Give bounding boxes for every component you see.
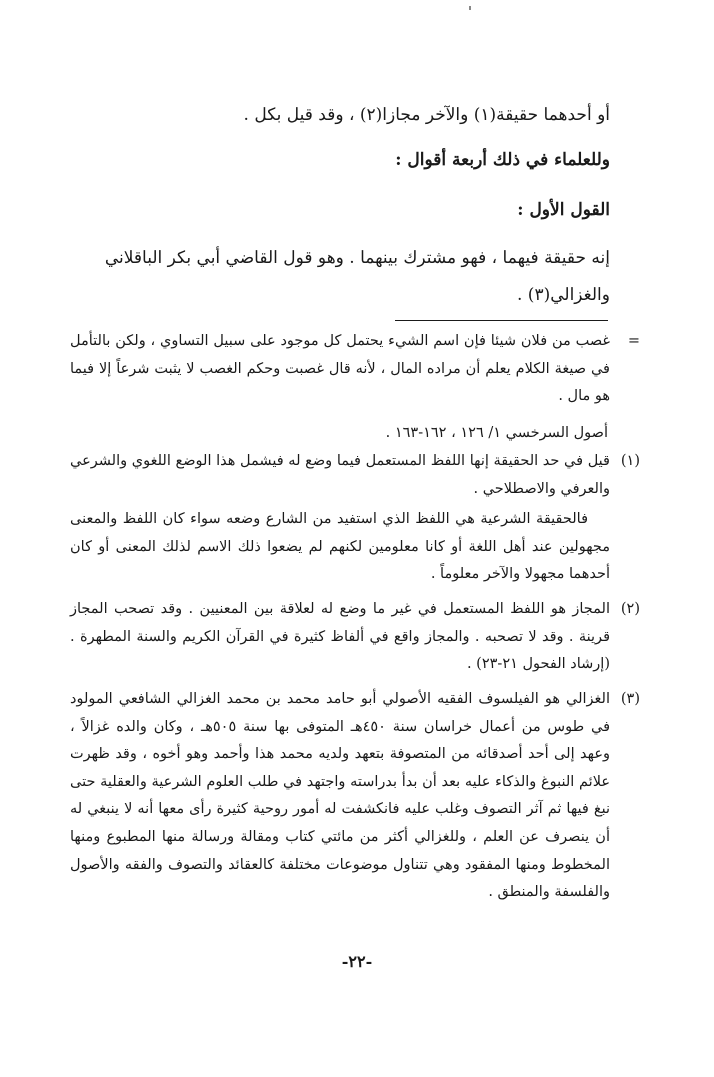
continuation-reference: أصول السرخسي ١/ ١٢٦ ، ١٦٢-١٦٣ .: [385, 425, 608, 441]
footnote-continuation: [70, 328, 640, 411]
footnote-2: [70, 596, 640, 679]
main-line-1: أو أحدهما حقيقة(١) والآخر مجازا(٢) ، وقد قيل بكل .: [243, 105, 610, 125]
footnote-3-number: (٣): [620, 691, 640, 707]
footnote-1-text: قيل في حد الحقيقة إنها اللفظ المستعمل فيما وضع له فيشمل هذا الوضع اللغوي والشرعي والعرفي والاصطلاحي .: [70, 453, 610, 497]
main-paragraph-line-2: والغزالي(٣) .: [517, 285, 610, 305]
footnote-1-number: (١): [620, 453, 640, 469]
main-paragraph: [90, 240, 610, 314]
scan-speck: [469, 6, 471, 10]
footnote-separator: [395, 320, 608, 321]
footnote-3: [70, 686, 640, 907]
continuation-marker: =: [627, 333, 640, 349]
continuation-text: غصب من فلان شيئا فإن اسم الشيء يحتمل كل موجود على سبيل التساوي ، ولكن بالتأمل في صيغة الكلام يعلم أن مراده المال ، لأنه قال غصبت وحكم الغصب لا يثبت شرعاً إلا فيما هو مال .: [70, 333, 610, 405]
heading-four-opinions: وللعلماء في ذلك أربعة أقوال :: [395, 150, 610, 170]
footnote-1-paragraph-2: فالحقيقة الشرعية هي اللفظ الذي استفيد من الشارع وضعه سواء كان اللفظ والمعنى مجهولين عند أهل اللغة أو كانا معلومين لكنهم لم يضعوا ذلك الاسم لذلك المعنى أو كان أحدهما مجهولا والآخر معلوماً .: [70, 511, 610, 583]
heading-first-opinion: القول الأول :: [517, 200, 610, 220]
page-number: -٢٢-: [341, 952, 373, 971]
main-paragraph-line-1: إنه حقيقة فيهما ، فهو مشترك بينهما . وهو قول القاضي أبي بكر الباقلاني: [104, 248, 610, 268]
footnote-2-text: المجاز هو اللفظ المستعمل في غير ما وضع له لعلاقة بين المعنيين . وقد تصحب المجاز قرينة . وقد لا تصحبه . والمجاز واقع في ألفاظ كثيرة في القرآن الكريم والسنة المطهرة . (إرشاد الفحول ٢١-٢٣) .: [70, 601, 610, 673]
footnote-2-number: (٢): [620, 601, 640, 617]
footnote-1: [70, 448, 640, 503]
footnote-3-text: الغزالي هو الفيلسوف الفقيه الأصولي أبو حامد محمد بن محمد الغزالي الشافعي المولود في طوس من أعمال خراسان سنة ٤٥٠هـ المتوفى بها سنة ٥٠٥هـ ، وكان والده غزالاً ، وعهد إلى أحد أصدقائه من المتصوفة بتعهد ولديه محمد هذا وأحمد وهو أخوه ، وقد ظهرت علائم النبوغ والذكاء عليه بعد أن بدأ بدراسته واجتهد في طلب العلوم الشرعية والعقلية حتى نبغ فيها ثم آثر التصوف وغلب عليه فانكشفت له أمور روحية كثيرة رأى معها أنه لا ينبغي له أن ينصرف عن العلم ، وللغزالي أكثر من مائتي كتاب ومقالة ورسالة منها المطبوع ومنها المخطوط ومنها المفقود وهي تتناول موضوعات مختلفة كالعقائد والتصوف والفقه والأصول والفلسفة والمنطق .: [70, 691, 611, 901]
